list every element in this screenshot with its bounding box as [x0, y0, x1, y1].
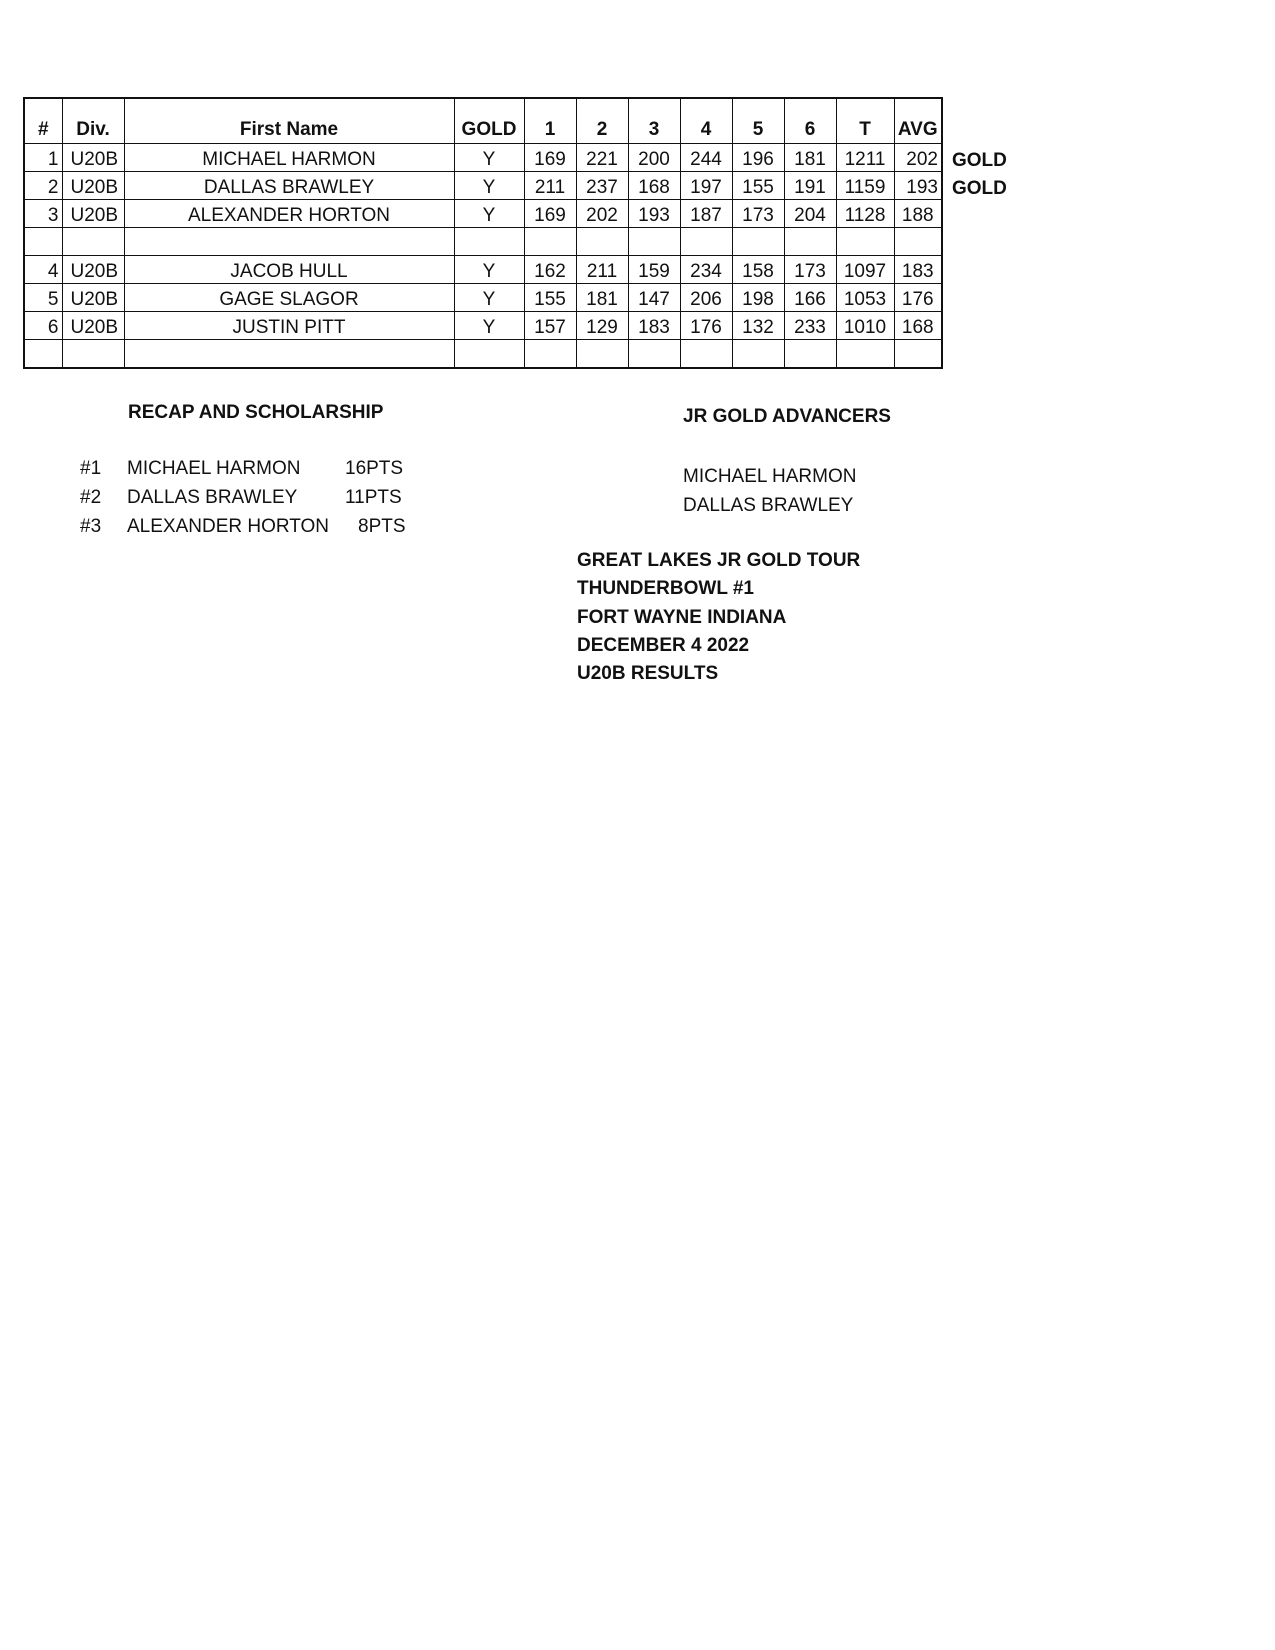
col-header-rank: #: [24, 98, 62, 144]
gold-flag: GOLD: [952, 150, 1007, 171]
average-cell: 168: [894, 312, 942, 340]
game-6-cell: 204: [784, 200, 836, 228]
rank-cell: 6: [24, 312, 62, 340]
col-header-gold: GOLD: [454, 98, 524, 144]
game-6-cell: 181: [784, 144, 836, 172]
game-5-cell: 196: [732, 144, 784, 172]
rank-cell: 1: [24, 144, 62, 172]
list-item: [80, 458, 420, 487]
rank-cell: 3: [24, 200, 62, 228]
table-row: [24, 172, 942, 200]
game-1-cell: 169: [524, 200, 576, 228]
recap-points: 8PTS: [358, 516, 406, 537]
game-2-cell: 181: [576, 284, 628, 312]
name-cell: JACOB HULL: [124, 256, 454, 284]
game-5-cell: 198: [732, 284, 784, 312]
list-item: DALLAS BRAWLEY: [683, 495, 854, 516]
game-6-cell: 166: [784, 284, 836, 312]
table-row-empty: [24, 340, 942, 369]
recap-name: ALEXANDER HORTON: [127, 516, 330, 537]
game-5-cell: 155: [732, 172, 784, 200]
event-info: [577, 547, 860, 688]
col-header-total: T: [836, 98, 894, 144]
table-header-row: [24, 98, 942, 144]
game-1-cell: 211: [524, 172, 576, 200]
name-cell: MICHAEL HARMON: [124, 144, 454, 172]
list-item: MICHAEL HARMON: [683, 466, 857, 487]
division-cell: U20B: [62, 144, 124, 172]
game-2-cell: 202: [576, 200, 628, 228]
list-item: [80, 487, 420, 516]
rank-cell: 5: [24, 284, 62, 312]
game-3-cell: 147: [628, 284, 680, 312]
game-3-cell: 200: [628, 144, 680, 172]
division-cell: U20B: [62, 312, 124, 340]
game-4-cell: 197: [680, 172, 732, 200]
game-2-cell: 221: [576, 144, 628, 172]
rank-cell: 4: [24, 256, 62, 284]
game-6-cell: 191: [784, 172, 836, 200]
recap-points: 16PTS: [345, 458, 404, 479]
col-header-game-3: 3: [628, 98, 680, 144]
name-cell: JUSTIN PITT: [124, 312, 454, 340]
average-cell: 193: [894, 172, 942, 200]
advancers-heading: JR GOLD ADVANCERS: [683, 406, 891, 427]
col-header-game-5: 5: [732, 98, 784, 144]
game-1-cell: 162: [524, 256, 576, 284]
game-1-cell: 155: [524, 284, 576, 312]
gold-cell: Y: [454, 312, 524, 340]
game-5-cell: 132: [732, 312, 784, 340]
average-cell: 202: [894, 144, 942, 172]
table-row: [24, 312, 942, 340]
game-2-cell: 237: [576, 172, 628, 200]
recap-list: [80, 458, 420, 545]
game-4-cell: 234: [680, 256, 732, 284]
rank-cell: 2: [24, 172, 62, 200]
total-cell: 1097: [836, 256, 894, 284]
gold-cell: Y: [454, 200, 524, 228]
recap-rank: #1: [80, 458, 102, 479]
game-6-cell: 233: [784, 312, 836, 340]
recap-rank: #3: [80, 516, 102, 537]
recap-rank: #2: [80, 487, 102, 508]
gold-cell: Y: [454, 284, 524, 312]
average-cell: 188: [894, 200, 942, 228]
list-item: [80, 516, 420, 545]
table-row-empty: [24, 228, 942, 256]
game-2-cell: 211: [576, 256, 628, 284]
game-4-cell: 187: [680, 200, 732, 228]
recap-heading: RECAP AND SCHOLARSHIP: [128, 402, 384, 423]
recap-name: DALLAS BRAWLEY: [127, 487, 298, 508]
col-header-game-4: 4: [680, 98, 732, 144]
recap-name: MICHAEL HARMON: [127, 458, 301, 479]
col-header-game-6: 6: [784, 98, 836, 144]
event-tournament: THUNDERBOWL #1: [577, 578, 754, 600]
total-cell: 1053: [836, 284, 894, 312]
total-cell: 1211: [836, 144, 894, 172]
recap-points: 11PTS: [345, 487, 402, 508]
table-row: [24, 200, 942, 228]
gold-cell: Y: [454, 172, 524, 200]
average-cell: 176: [894, 284, 942, 312]
game-3-cell: 159: [628, 256, 680, 284]
average-cell: 183: [894, 256, 942, 284]
game-6-cell: 173: [784, 256, 836, 284]
game-3-cell: 168: [628, 172, 680, 200]
gold-cell: Y: [454, 144, 524, 172]
total-cell: 1128: [836, 200, 894, 228]
game-5-cell: 173: [732, 200, 784, 228]
name-cell: DALLAS BRAWLEY: [124, 172, 454, 200]
game-1-cell: 169: [524, 144, 576, 172]
event-tour: GREAT LAKES JR GOLD TOUR: [577, 550, 861, 571]
game-3-cell: 193: [628, 200, 680, 228]
name-cell: GAGE SLAGOR: [124, 284, 454, 312]
col-header-game-1: 1: [524, 98, 576, 144]
event-date: DECEMBER 4 2022: [577, 634, 750, 656]
col-header-name: First Name: [124, 98, 454, 144]
division-cell: U20B: [62, 284, 124, 312]
game-1-cell: 157: [524, 312, 576, 340]
division-cell: U20B: [62, 256, 124, 284]
game-3-cell: 183: [628, 312, 680, 340]
table-row: [24, 256, 942, 284]
game-4-cell: 176: [680, 312, 732, 340]
event-location: FORT WAYNE INDIANA: [577, 606, 787, 628]
division-cell: U20B: [62, 172, 124, 200]
event-results-label: U20B RESULTS: [577, 663, 719, 685]
gold-flag: GOLD: [952, 178, 1007, 199]
advancers-list: [683, 462, 856, 520]
col-header-division: Div.: [62, 98, 124, 144]
table-row: [24, 284, 942, 312]
col-header-game-2: 2: [576, 98, 628, 144]
game-2-cell: 129: [576, 312, 628, 340]
total-cell: 1159: [836, 172, 894, 200]
game-4-cell: 206: [680, 284, 732, 312]
total-cell: 1010: [836, 312, 894, 340]
division-cell: U20B: [62, 200, 124, 228]
col-header-average: AVG: [894, 98, 942, 144]
table-row: [24, 144, 942, 172]
gold-cell: Y: [454, 256, 524, 284]
name-cell: ALEXANDER HORTON: [124, 200, 454, 228]
game-4-cell: 244: [680, 144, 732, 172]
results-table: [23, 97, 943, 369]
game-5-cell: 158: [732, 256, 784, 284]
